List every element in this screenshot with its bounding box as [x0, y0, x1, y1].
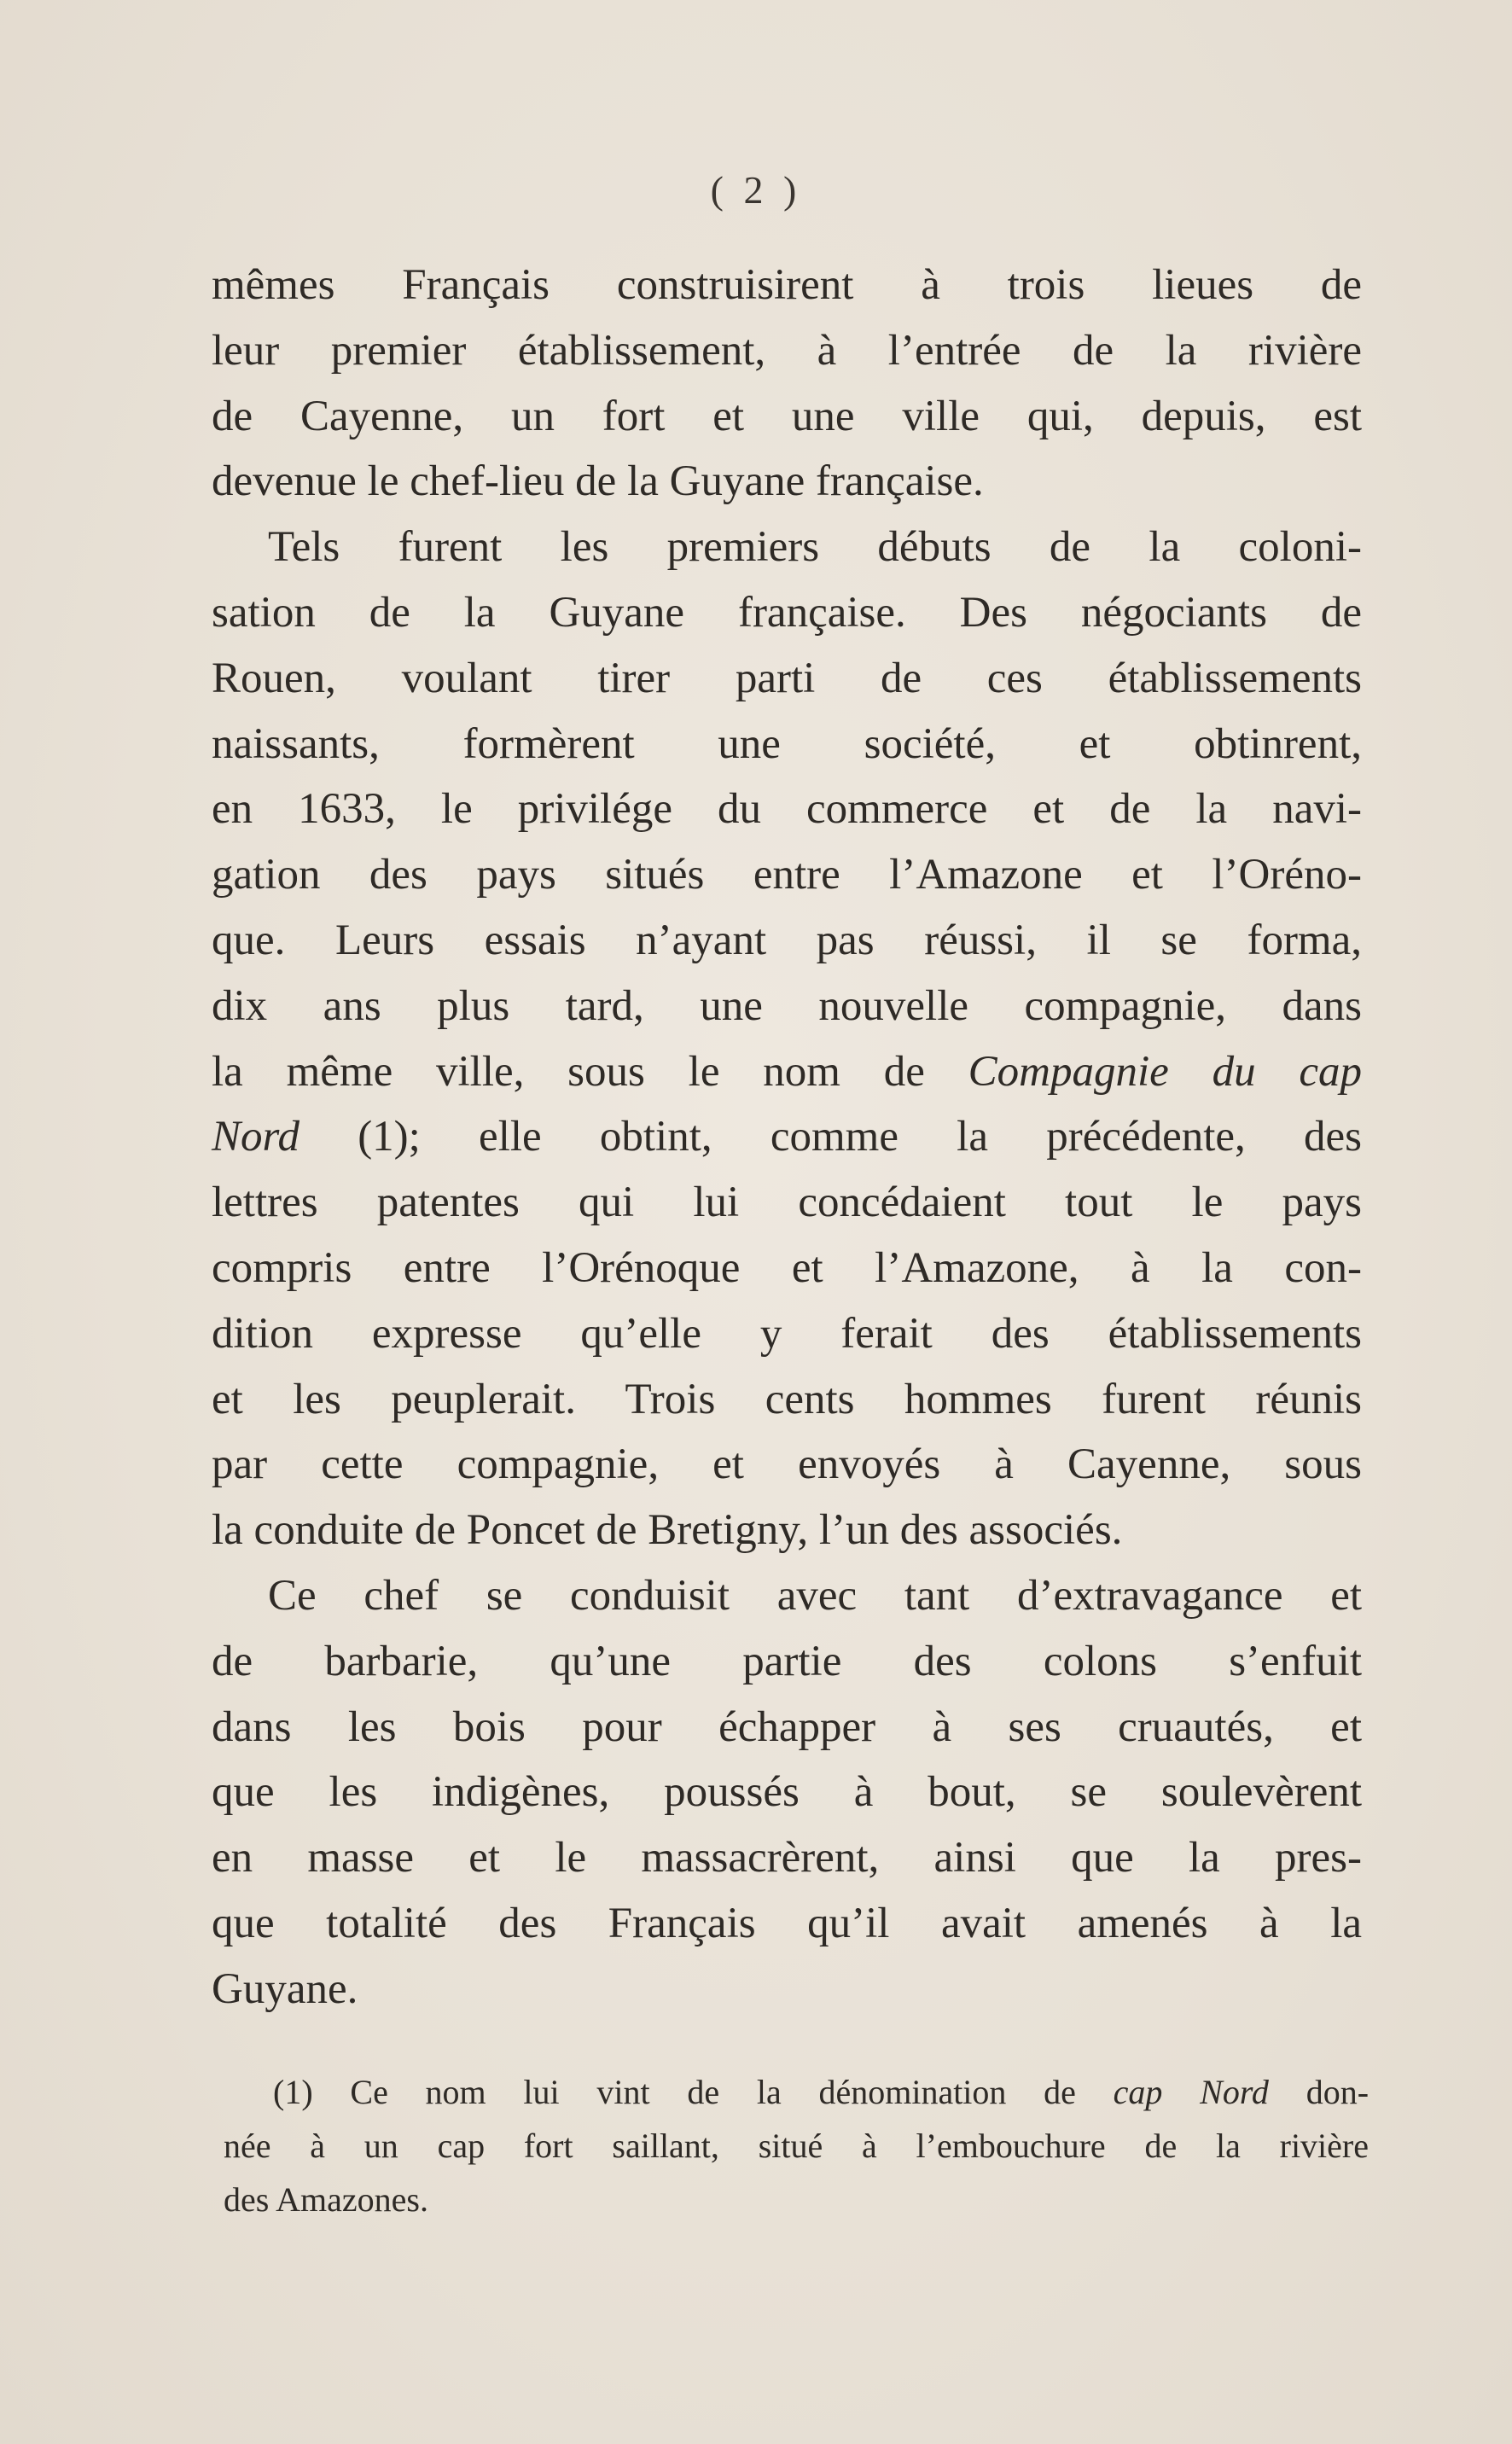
- text-line: leur premier établissement, à l’entrée de la rivière: [212, 326, 1362, 375]
- text-segment: la même ville, sous le nom de: [212, 1047, 925, 1096]
- text-line: en masse et le massacrèrent, ainsi que la pres-: [212, 1834, 1362, 1882]
- text-line: et les peuplerait. Trois cents hommes furent réunis: [212, 1375, 1362, 1423]
- text-line: dition expresse qu’elle y ferait des établissements: [212, 1309, 1362, 1358]
- text-line-with-italic: [212, 1104, 1362, 1170]
- text-line-with-italic: [212, 1039, 1362, 1105]
- text-line: devenue le chef-lieu de la Guyane française.: [212, 457, 984, 506]
- footnote: [224, 2065, 1369, 2226]
- text-line: naissants, formèrent une société, et obtinrent,: [212, 719, 1362, 768]
- italic-company-name: Compagnie du cap: [968, 1047, 1363, 1096]
- text-segment: don-: [1306, 2073, 1370, 2111]
- text-line: de barbarie, qu’une partie des colons s’enfuit: [212, 1637, 1362, 1685]
- italic-company-name-end: Nord: [212, 1113, 299, 1161]
- body-text: [212, 253, 1362, 2022]
- text-line: que. Leurs essais n’ayant pas réussi, il se forma,: [212, 916, 1362, 964]
- page-number: ( 2 ): [710, 168, 802, 212]
- text-line: sation de la Guyane française. Des négociants de: [212, 588, 1362, 637]
- text-line: gation des pays situés entre l’Amazone et l’Oréno-: [212, 851, 1362, 899]
- text-line: lettres patentes qui lui concédaient tout le pays: [212, 1178, 1362, 1227]
- text-line: par cette compagnie, et envoyés à Cayenne, sous: [212, 1440, 1362, 1489]
- footnote-line: des Amazones.: [224, 2180, 428, 2219]
- text-line: Guyane.: [212, 1964, 358, 2013]
- text-segment: (1) Ce nom lui vint de la dénomination de: [273, 2073, 1076, 2111]
- footnote-line: née à un cap fort saillant, situé à l’embouchure de la rivière: [224, 2127, 1369, 2165]
- text-line: compris entre l’Orénoque et l’Amazone, à la con-: [212, 1243, 1362, 1292]
- text-segment: (1); elle obtint, comme la précédente, des: [358, 1113, 1362, 1161]
- text-line: Tels furent les premiers débuts de la coloni-: [268, 523, 1362, 572]
- text-line: dans les bois pour échapper à ses cruautés, et: [212, 1702, 1362, 1751]
- text-line: Ce chef se conduisit avec tant d’extravagance et: [268, 1571, 1362, 1620]
- text-line: Rouen, voulant tirer parti de ces établissements: [212, 654, 1362, 702]
- text-line: mêmes Français construisirent à trois lieues de: [212, 261, 1362, 309]
- text-line: de Cayenne, un fort et une ville qui, depuis, est: [212, 392, 1362, 440]
- text-line: en 1633, le privilége du commerce et de la navi-: [212, 785, 1362, 834]
- text-line: que totalité des Français qu’il avait amenés à la: [212, 1899, 1362, 1947]
- text-line: la conduite de Poncet de Bretigny, l’un des associés.: [212, 1506, 1123, 1555]
- text-line: dix ans plus tard, une nouvelle compagnie, dans: [212, 981, 1362, 1030]
- italic-cap-nord: cap Nord: [1113, 2073, 1269, 2111]
- footnote-line: [224, 2065, 1369, 2119]
- text-line: que les indigènes, poussés à bout, se soulevèrent: [212, 1768, 1362, 1817]
